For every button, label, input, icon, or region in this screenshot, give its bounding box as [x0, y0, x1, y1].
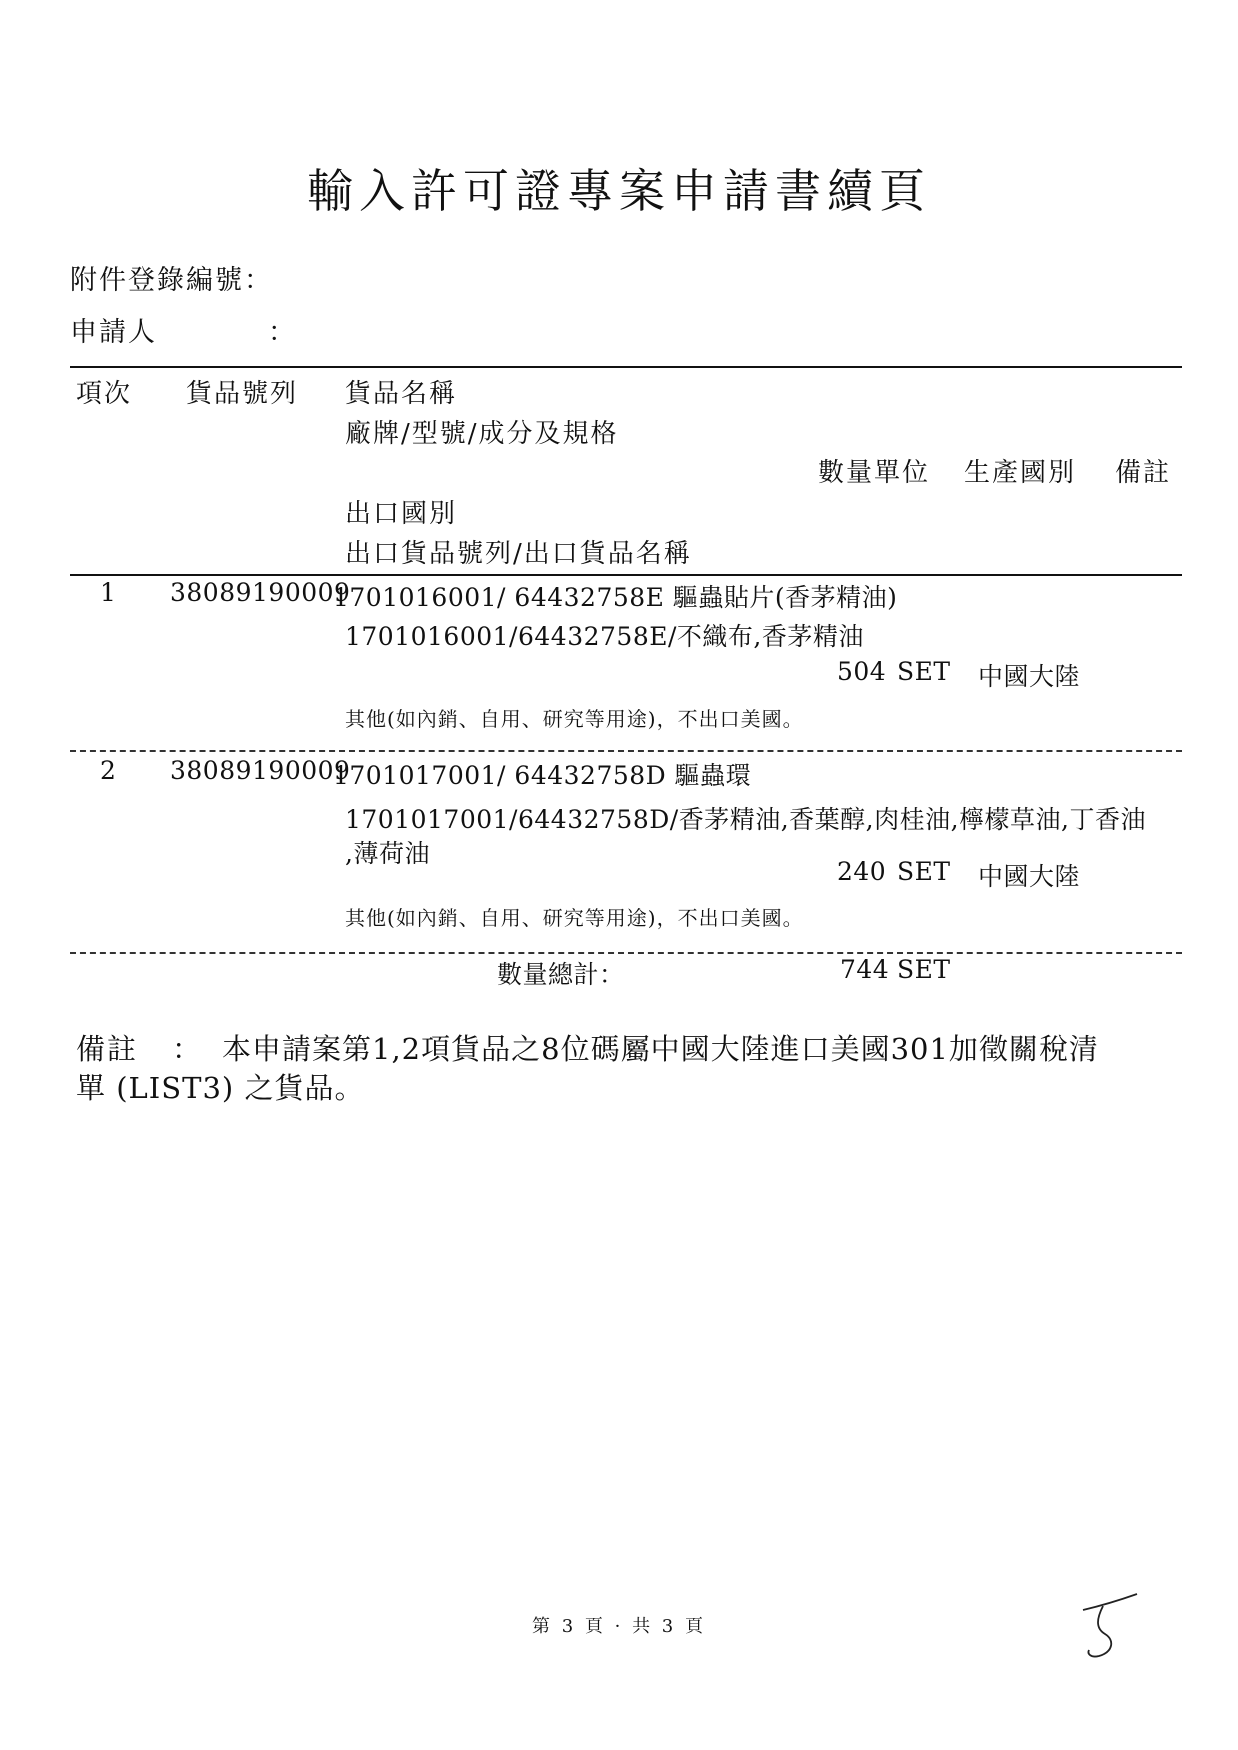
- item-spec-continued: ,薄荷油: [345, 839, 430, 868]
- handwritten-mark: [1075, 1588, 1145, 1663]
- column-item-no: 項次: [76, 379, 133, 409]
- item-goods-name: 1701017001/ 64432758D 驅蟲環: [333, 761, 752, 790]
- total-separator: [70, 952, 1182, 954]
- item-unit: SET: [897, 657, 951, 686]
- column-qty-unit: 數量單位: [818, 458, 931, 488]
- column-export-country: 出口國別: [345, 499, 458, 529]
- remarks-colon: ：: [172, 1032, 204, 1066]
- item-origin: 中國大陸: [978, 862, 1081, 891]
- column-remark: 備註: [1115, 458, 1172, 488]
- item-number: 1: [100, 578, 117, 607]
- item-goods-code: 38089190009: [170, 756, 351, 785]
- column-brand-spec: 廠牌/型號/成分及規格: [345, 419, 619, 449]
- item-goods-name: 1701016001/ 64432758E 驅蟲貼片(香茅精油): [333, 583, 898, 612]
- item-quantity: 504: [837, 657, 887, 686]
- item-quantity: 240: [837, 857, 887, 886]
- item-number: 2: [100, 756, 117, 785]
- item-export-note: 其他(如內銷、自用、研究等用途)，不出口美國。: [345, 906, 804, 930]
- column-origin: 生產國別: [964, 458, 1077, 488]
- applicant-colon: ：: [268, 317, 297, 348]
- page-number: 第 3 頁 · 共 3 頁: [532, 1616, 706, 1637]
- column-export-goods: 出口貨品號列/出口貨品名稱: [345, 539, 692, 569]
- item-separator: [70, 750, 1182, 752]
- attachment-number-label: 附件登錄編號：: [70, 265, 273, 296]
- item-spec: 1701017001/64432758D/香茅精油,香葉醇,肉桂油,檸檬草油,丁香油: [345, 805, 1146, 834]
- document-title: 輸入許可證專案申請書續頁: [307, 164, 931, 218]
- remarks-label: 備註: [76, 1032, 139, 1066]
- item-export-note: 其他(如內銷、自用、研究等用途)，不出口美國。: [345, 707, 804, 731]
- remarks-text-line1: 本申請案第1,2項貨品之8位碼屬中國大陸進口美國301加徵關稅清: [222, 1032, 1099, 1066]
- item-spec: 1701016001/64432758E/不織布,香茅精油: [345, 622, 864, 651]
- item-unit: SET: [897, 857, 951, 886]
- total-label: 數量總計：: [497, 960, 625, 989]
- column-goods-code: 貨品號列: [186, 379, 299, 409]
- column-goods-name: 貨品名稱: [345, 379, 458, 409]
- item-goods-code: 38089190009: [170, 578, 351, 607]
- applicant-label: 申請人: [70, 317, 157, 348]
- remarks-text-line2: 單 (LIST3) 之貨品。: [76, 1071, 365, 1105]
- total-quantity: 744: [840, 955, 890, 984]
- item-origin: 中國大陸: [978, 662, 1081, 691]
- header-top-rule: [70, 366, 1182, 368]
- total-unit: SET: [897, 955, 951, 984]
- header-bottom-rule: [70, 574, 1182, 576]
